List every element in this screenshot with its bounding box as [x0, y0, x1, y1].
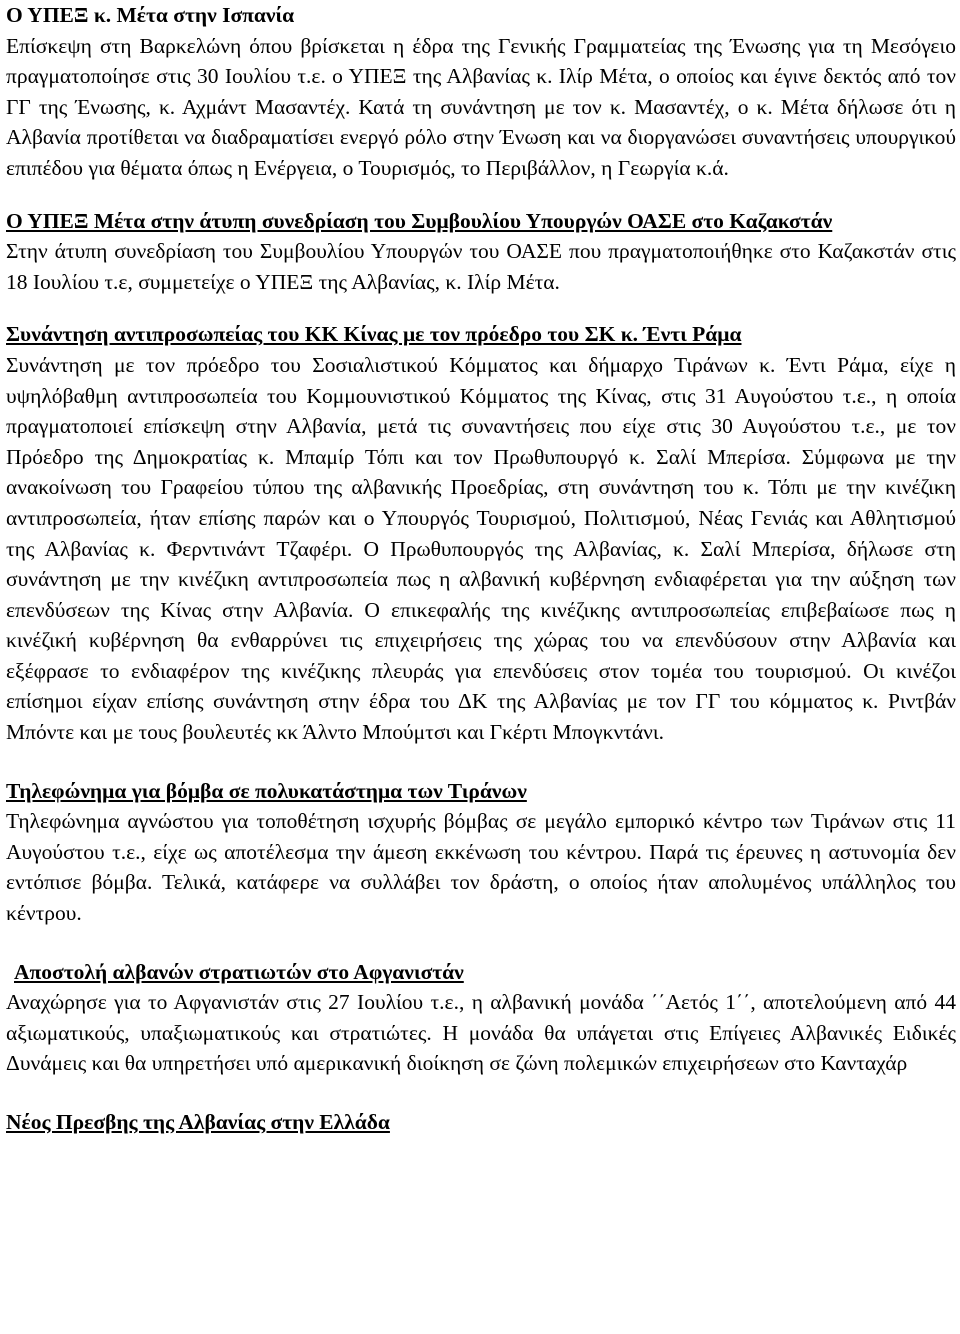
news-heading: Συνάντηση αντιπροσωπείας του ΚΚ Κίνας με τον πρόεδρο του ΣΚ κ. Έντι Ράμα [6, 322, 742, 347]
news-item-osce-kazakhstan [6, 206, 956, 298]
news-body: Τηλεφώνημα αγνώστου για τοποθέτηση ισχυρής βόμβας σε μεγάλο εμπορικό κέντρο των Τιράνων στις 11 Αυγούστου τ.ε., είχε ως αποτέλεσμα την άμεση εκκένωση του κέντρου. Παρά τις έρευνες η αστυνομία δεν εντόπισε βόμβα. Τελικά, κατάφερε να συλλάβει τον δράστη, ο οποίος ήταν απολυμένος υπάλληλος του κέντρου. [6, 809, 956, 926]
news-item-bomb-call [6, 776, 956, 929]
news-body: Επίσκεψη στη Βαρκελώνη όπου βρίσκεται η έδρα της Γενικής Γραμματείας της Ένωσης για τη Μεσόγειο πραγματοποίησε στις 30 Ιουλίου τ.ε. ο ΥΠΕΞ της Αλβανίας κ. Ιλίρ Μέτα, ο οποίος και έγινε δεκτός από τον ΓΓ της Ένωσης, κ. Αχμάντ Μασαντέχ. Κατά τη συνάντηση με τον κ. Μασαντέχ, ο κ. Μέτα δήλωσε ότι η Αλβανία προτίθεται να διαδραματίσει ενεργό ρόλο στην Ένωση και να διοργανώσει συναντήσεις υπουργικού επιπέδου για θέματα όπως η Ενέργεια, ο Τουρισμός, το Περιβάλλον, η Γεωργία κ.ά. [6, 33, 956, 180]
news-item-china-delegation [6, 319, 956, 747]
news-item-ambassador [6, 1107, 956, 1138]
news-heading: Ο ΥΠΕΞ κ. Μέτα στην Ισπανία [6, 3, 295, 27]
news-body: Στην άτυπη συνεδρίαση του Συμβουλίου Υπουργών του ΟΑΣΕ που πραγματοποιήθηκε στο Καζακστάν στις 18 Ιουλίου τ.ε, συμμετείχε ο ΥΠΕΞ της Αλβανίας, κ. Ιλίρ Μέτα. [6, 239, 956, 294]
document-page [6, 0, 956, 1138]
news-body: Αναχώρησε για το Αφγανιστάν στις 27 Ιουλίου τ.ε., η αλβανική μονάδα ΄΄Αετός 1΄΄, αποτελούμενη από 44 αξιωματικούς, υπαξιωματικούς και στρατιώτες. Η μονάδα θα υπάγεται στις Επίγειες Αλβανικές Ειδικές Δυνάμεις και θα υπηρετήσει υπό αμερικανική διοίκηση σε ζώνη πολεμικών επιχειρήσεων στο Κανταχάρ [6, 990, 956, 1076]
news-item-afghanistan [6, 957, 956, 1079]
news-item-spain [6, 0, 956, 184]
news-heading: Νέος Πρεσβης της Αλβανίας στην Ελλάδα [6, 1110, 390, 1134]
news-heading: Τηλεφώνημα για βόμβα σε πολυκατάστημα των Τιράνων [6, 778, 527, 803]
news-body: Συνάντηση με τον πρόεδρο του Σοσιαλιστικού Κόμματος και δήμαρχο Τιράνων κ. Έντι Ράμα, είχε η υψηλόβαθμη αντιπροσωπεία του Κομμουνιστικού Κόμματος της Κίνας, στις 31 Αυγούστου τ.ε., η οποία πραγματοποιεί επίσκεψη στην Αλβανία, μετά τις συναντήσεις που είχε στις 30 Αυγούστου τ.ε., με τον Πρόεδρο της Δημοκρατίας κ. Μπαμίρ Τόπι και τον Πρωθυπουργό κ. Σαλί Μπερίσα. Σύμφωνα με την ανακοίνωση του Γραφείου τύπου της αλβανικής Προεδρίας, στη συνάντηση του κ. Τόπι με την κινέζικη αντιπροσωπεία, ήταν επίσης παρών και ο Υπουργός Τουρισμού, Πολιτισμού, Νέας Γενιάς και Αθλητισμού της Αλβανίας κ. Φερντινάντ Τζαφέρι. Ο Πρωθυπουργός της Αλβανίας, κ. Σαλί Μπερίσα, δήλωσε στη συνάντηση με την κινέζικη αντιπροσωπεία πως η αλβανική κυβέρνηση ενδιαφέρεται για την αύξηση των επενδύσεων της Κίνας στην Αλβανία. Ο επικεφαλής της κινέζικης αντιπροσωπείας επιβεβαίωσε πως η κινέζική κυβέρνηση θα ενθαρρύνει τις επιχειρήσεις της χώρας του να επενδύσουν στην Αλβανία και εξέφρασε το ενδιαφέρον της κινέζικης πλευράς για επενδύσεις στον τομέα του τουρισμού. Οι κινέζοι επίσημοι είχαν επίσης συνάντηση στην έδρα του ΔΚ της Αλβανίας με τον ΓΓ του κόμματος κ. Ριντβάν Μπόντε και με τους βουλευτές κκ Άλντο Μπούμτσι και Γκέρτι Μπογκντάνι. [6, 352, 956, 745]
news-heading: Αποστολή αλβανών στρατιωτών στο Αφγανιστάν [14, 959, 464, 984]
news-heading: Ο ΥΠΕΞ Μέτα στην άτυπη συνεδρίαση του Συμβουλίου Υπουργών ΟΑΣΕ στο Καζακστάν [6, 208, 833, 233]
